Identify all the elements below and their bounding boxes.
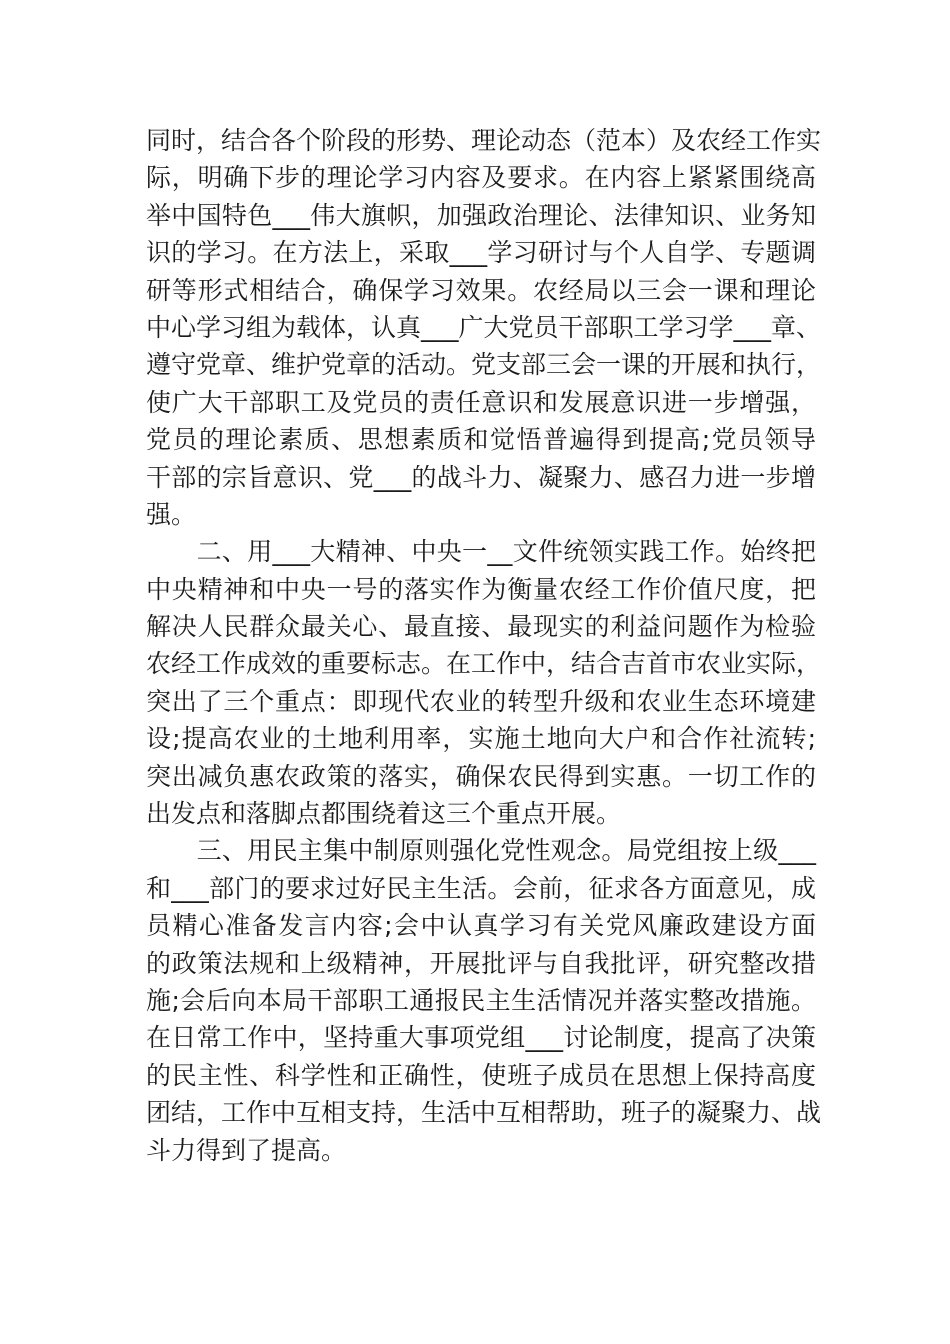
text-line: 的政策法规和上级精神，开展批评与自我批评，研究整改措	[146, 948, 816, 978]
text-line: 的民主性、科学性和正确性，使班子成员在思想上保持高度	[146, 1060, 816, 1090]
text-line: 际，明确下步的理论学习内容及要求。在内容上紧紧围绕高	[146, 163, 816, 193]
text-line: 三、用民主集中制原则强化党性观念。局党组按上级___	[146, 836, 816, 866]
text-line: 研等形式相结合，确保学习效果。农经局以三会一课和理论	[146, 275, 816, 305]
text-line: 使广大干部职工及党员的责任意识和发展意识进一步增强，	[146, 387, 816, 417]
text-line: 同时，结合各个阶段的形势、理论动态（范本）及农经工作实	[146, 126, 822, 155]
text-line: 二、用___大精神、中央一__文件统领实践工作。始终把	[146, 537, 816, 567]
text-line: 在日常工作中，坚持重大事项党组___讨论制度，提高了决策	[146, 1023, 816, 1053]
text-line: 员精心准备发言内容;会中认真学习有关党风廉政建设方面	[146, 911, 816, 941]
text-line: 解决人民群众最关心、最直接、最现实的利益问题作为检验	[146, 612, 816, 642]
text-line: 突出减负惠农政策的落实，确保农民得到实惠。一切工作的	[146, 761, 816, 791]
text-line: 农经工作成效的重要标志。在工作中，结合吉首市农业实际，	[146, 649, 822, 679]
text-line: 遵守党章、维护党章的活动。党支部三会一课的开展和执行，	[146, 350, 822, 380]
text-line: 施;会后向本局干部职工通报民主生活情况并落实整改措施。	[146, 985, 816, 1015]
text-line: 干部的宗旨意识、党___的战斗力、凝聚力、感召力进一步增	[146, 462, 816, 492]
text-line: 斗力得到了提高。	[146, 1135, 347, 1165]
text-line: 突出了三个重点：即现代农业的转型升级和农业生态环境建	[146, 686, 816, 716]
text-line: 强。	[146, 499, 197, 529]
text-line: 中心学习组为载体，认真___广大党员干部职工学习学___章、	[146, 312, 822, 342]
text-line: 举中国特色___伟大旗帜，加强政治理论、法律知识、业务知	[146, 200, 816, 230]
text-line: 出发点和落脚点都围绕着这三个重点开展。	[146, 799, 622, 829]
body-text	[146, 122, 822, 1169]
text-line: 中央精神和中央一号的落实作为衡量农经工作价值尺度，把	[146, 574, 816, 604]
text-line: 团结，工作中互相支持，生活中互相帮助，班子的凝聚力、战	[146, 1098, 822, 1128]
text-line: 识的学习。在方法上，采取___学习研讨与个人自学、专题调	[146, 238, 816, 268]
text-line: 和___部门的要求过好民主生活。会前，征求各方面意见，成	[146, 873, 816, 903]
text-line: 党员的理论素质、思想素质和觉悟普遍得到提高;党员领导	[146, 425, 816, 455]
text-line: 设;提高农业的土地利用率，实施土地向大户和合作社流转;	[146, 724, 816, 754]
